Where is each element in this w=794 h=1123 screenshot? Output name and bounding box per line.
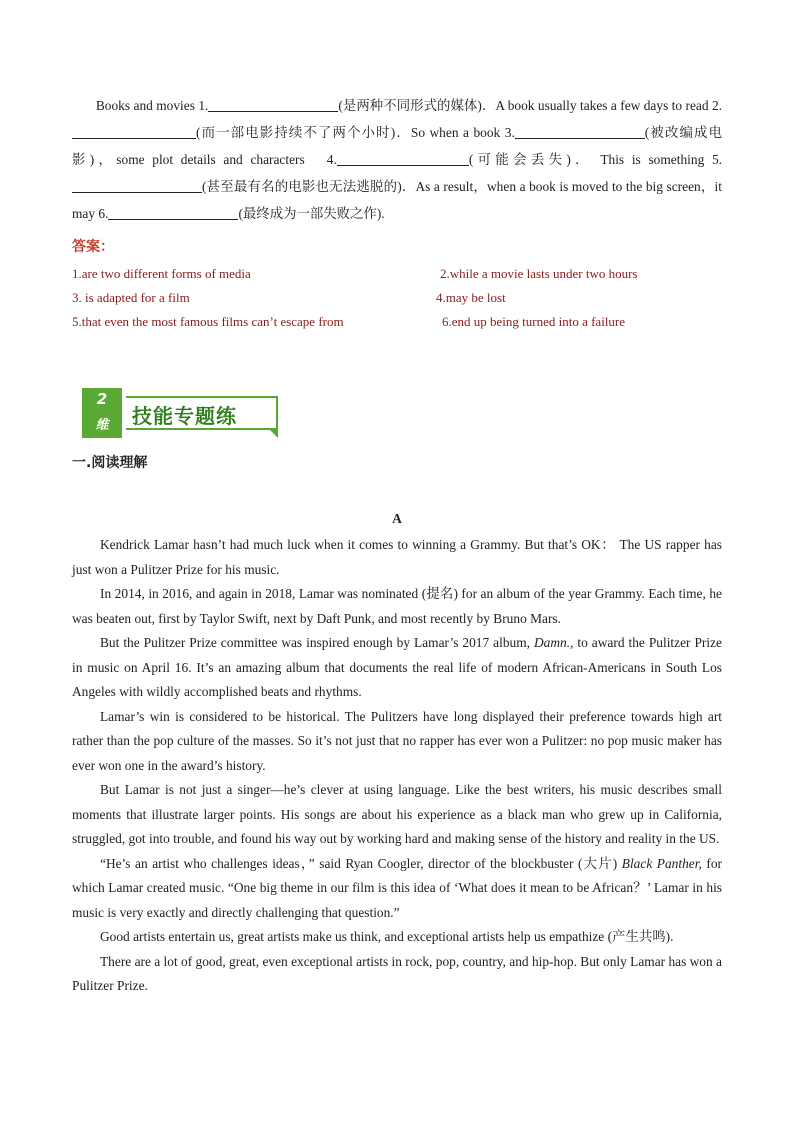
cloze-seg-3: (而一部电影持续不了两个小时)．So when a book 3.: [196, 125, 515, 140]
paragraph-7: Good artists entertain us, great artists make us think, and exceptional artists help us empathize (产生共鸣).: [100, 929, 674, 944]
paragraph-2: In 2014, in 2016, and again in 2018, Lamar was nominated (提名) for an album of the year Grammy. Each time, he was beaten out, first by Taylor Swift, next by Daft Punk, and most recently by Bruno Mars.: [72, 586, 722, 626]
blank-6[interactable]: [108, 205, 238, 220]
reading-passage: [72, 533, 722, 999]
answer-1: 1.are two different forms of media: [72, 266, 251, 281]
badge-number: 2: [96, 390, 108, 408]
answer-3: 3. is adapted for a film: [72, 290, 190, 305]
blank-1[interactable]: [208, 97, 338, 112]
badge-unit: 维: [95, 418, 109, 433]
paragraph-1: Kendrick Lamar hasn’t had much luck when it comes to winning a Grammy. But that’s OK： The US rapper has just won a Pulitzer Prize for his music.: [72, 537, 722, 577]
cloze-seg-1: Books and movies 1.: [95, 98, 209, 113]
paragraph-4: Lamar’s win is considered to be historical. The Pulitzers have long displayed their preference towards high art rather than the pop culture of the masses. So it’s not just that no rapper has ever won a Pulitzer: no pop music maker has ever won one in the award’s history.: [72, 708, 722, 773]
cloze-seg-2: (是两种不同形式的媒体)．A book usually takes a few days to read 2.: [338, 98, 722, 113]
paragraph-5: But Lamar is not just a singer—he’s clever at using language. Like the best writers, his music describes small moments that illustrate larger points. His songs are about his experience as a black man who grew up in California, struggled, got into trouble, and found his way out by working hard and making sense of the history and reality in the US.: [72, 782, 722, 846]
cloze-paragraph: [72, 92, 722, 227]
passage-label: A: [392, 511, 402, 526]
answers-heading: 答案：: [72, 239, 114, 255]
paragraph-3: [72, 631, 722, 705]
answer-4: 4.may be lost: [436, 290, 506, 305]
cloze-exercise: [72, 92, 722, 227]
cloze-seg-4: (被改编成电影)，some plot details and characters 4.: [72, 125, 722, 167]
badge-title-bar: [126, 396, 278, 430]
answer-5: 5.that even the most famous films can’t escape from: [72, 314, 344, 329]
paragraph-6-part-a: “He’s an artist who challenges ideas，” said Ryan Coogler, director of the blockbuster (大片): [100, 855, 622, 871]
paragraph-6-part-b: for which Lamar created music. “One big theme in our film is this idea of ‘What does it mean to be African？’ Lamar in his music is very exactly and directly challenging that question.”: [72, 855, 722, 920]
paragraph-3-part-a: But the Pulitzer Prize committee was inspired enough by Lamar’s 2017 album,: [100, 635, 534, 650]
paragraph-3-part-b: , to award the Pulitzer Prize in music on April 16. It’s an amazing album that documents the real life of modern African-Americans in South Los Angeles with wildly accomplished beats and rhythms.: [72, 635, 722, 699]
cloze-seg-7: (最终成为一部失败之作).: [238, 206, 385, 221]
badge-number-block: [82, 388, 122, 438]
answer-6: 6.end up being turned into a failure: [442, 314, 626, 329]
film-title: Black Panther,: [621, 855, 702, 871]
cloze-seg-6: (甚至最有名的电影也无法逃脱的)．As a result，when a book is moved to the big screen，it may 6.: [72, 179, 722, 221]
corner-triangle-icon: [268, 428, 278, 438]
blank-3[interactable]: [515, 124, 645, 139]
answer-2: 2.while a movie lasts under two hours: [440, 266, 638, 281]
section-heading: 一.阅读理解: [72, 455, 148, 471]
paragraph-8: There are a lot of good, great, even exceptional artists in rock, pop, country, and hip-hop. But only Lamar has won a Pulitzer Prize.: [72, 953, 722, 993]
skill-practice-badge: [82, 388, 278, 438]
blank-5[interactable]: [72, 178, 202, 193]
badge-title: 技能专题练: [132, 404, 237, 428]
paragraph-6: [72, 852, 722, 926]
blank-2[interactable]: [72, 124, 196, 139]
cloze-seg-5: (可能会丢失)． This is something 5.: [468, 152, 722, 167]
blank-4[interactable]: [337, 151, 469, 166]
album-title: Damn.: [533, 635, 571, 650]
